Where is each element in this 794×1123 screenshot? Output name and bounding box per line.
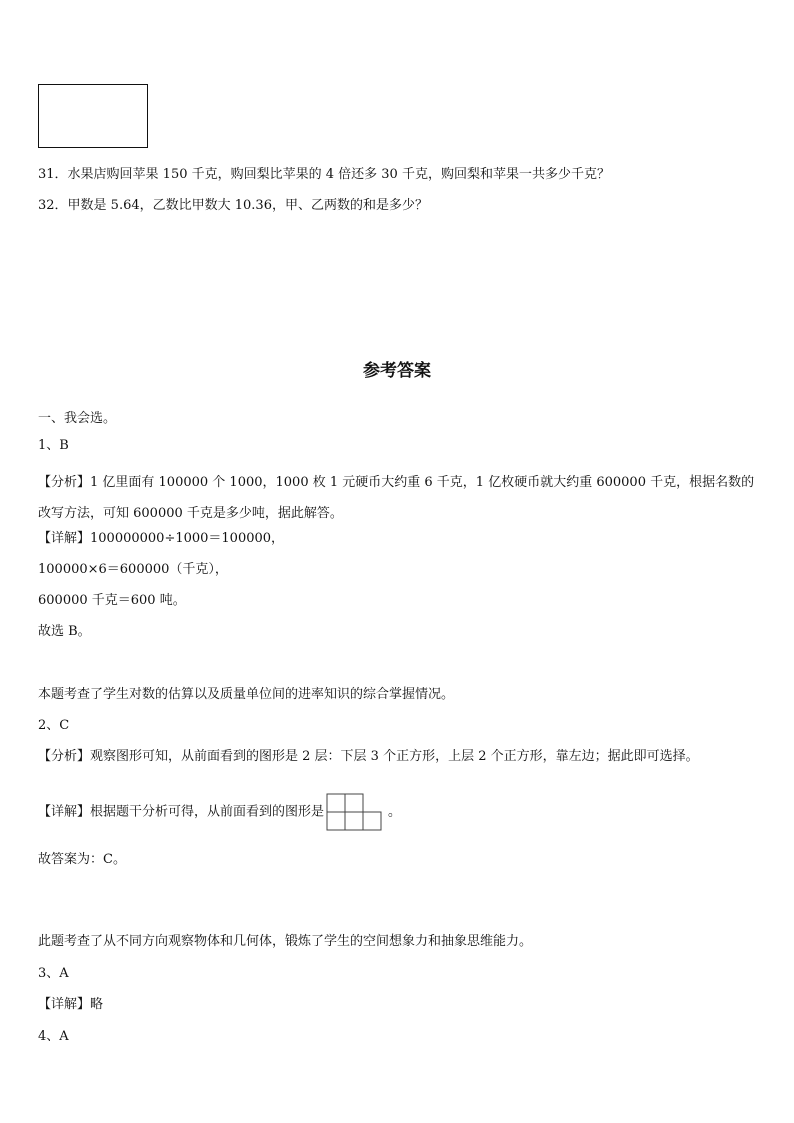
figure-bottom-square-2 — [345, 812, 363, 830]
answer-box — [38, 84, 148, 148]
answer-2-detail-prefix: 【详解】根据题干分析可得，从前面看到的图形是 — [38, 804, 325, 820]
question-31: 31．水果店购回苹果 150 千克，购回梨比苹果的 4 倍还多 30 千克，购回梨和苹果一共多少千克？ — [38, 167, 610, 182]
answer-2-summary: 此题考查了从不同方向观察物体和几何体，锻炼了学生的空间想象力和抽象思维能力。 — [38, 934, 533, 949]
figure-bottom-square-1 — [327, 812, 345, 830]
answer-2-label: 2、C — [38, 718, 70, 733]
answer-1-detail-3: 600000 千克＝600 吨。 — [38, 593, 186, 608]
answer-1-conclusion: 故选 B。 — [38, 624, 91, 639]
answer-1-summary: 本题考查了学生对数的估算以及质量单位间的进率知识的综合掌握情况。 — [38, 687, 455, 702]
answer-1-detail-2: 100000×6＝600000（千克）， — [38, 562, 228, 577]
answers-title: 参考答案 — [363, 361, 431, 381]
answer-3-detail: 【详解】略 — [38, 997, 104, 1012]
figure-top-square-2 — [345, 794, 363, 812]
answer-3-label: 3、A — [38, 966, 69, 981]
front-view-figure — [326, 793, 382, 831]
answer-2-analysis: 【分析】观察图形可知，从前面看到的图形是 2 层：下层 3 个正方形，上层 2 个正方形，靠左边；据此即可选择。 — [38, 749, 699, 764]
answer-2-conclusion: 故答案为：C。 — [38, 852, 126, 867]
answer-2-detail — [38, 793, 401, 831]
figure-top-square-1 — [327, 794, 345, 812]
question-32: 32．甲数是 5.64，乙数比甲数大 10.36，甲、乙两数的和是多少？ — [38, 198, 428, 213]
answer-1-label: 1、B — [38, 438, 69, 453]
answer-2-detail-suffix: 。 — [388, 804, 402, 820]
answer-4-label: 4、A — [38, 1029, 69, 1044]
answer-1-analysis: 【分析】1 亿里面有 100000 个 1000，1000 枚 1 元硬币大约重 6 千克，1 亿枚硬币就大约重 600000 千克，根据名数的改写方法，可知 600000 千克是多少吨，据此解答。 — [38, 475, 755, 521]
figure-bottom-square-3 — [363, 812, 381, 830]
section-heading: 一、我会选。 — [38, 411, 117, 426]
answer-1-detail-1: 【详解】100000000÷1000＝100000， — [38, 531, 285, 546]
